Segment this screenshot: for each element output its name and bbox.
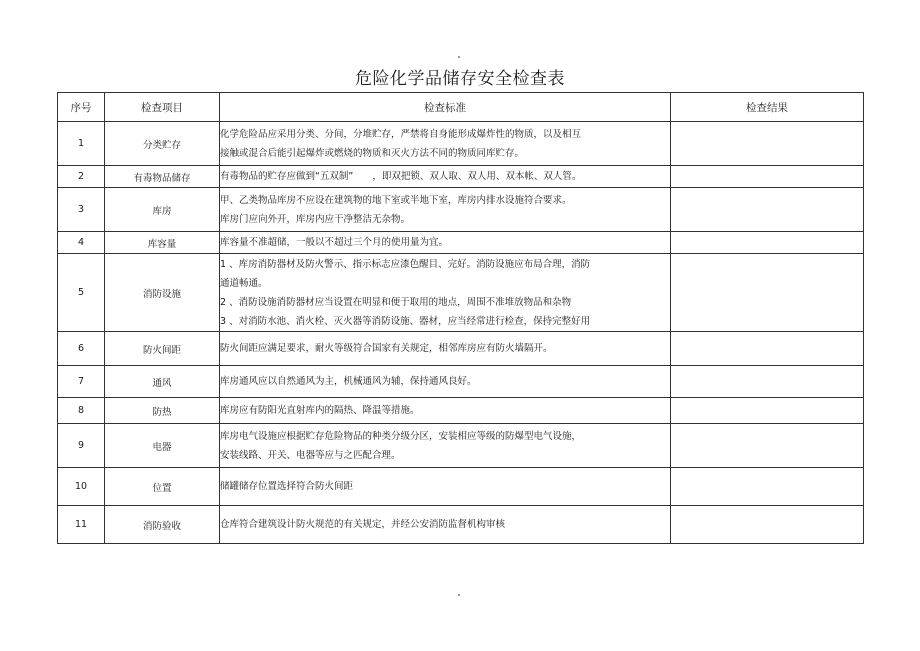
standard-line: 通道畅通。 <box>220 277 268 289</box>
inspection-result-cell[interactable] <box>671 398 864 424</box>
standard-line: 甲、乙类物品库房不应设在建筑物的地下室或半地下室，库房内排水设施符合要求。 <box>220 194 572 206</box>
inspection-standard <box>220 424 671 468</box>
inspection-item: 库容量 <box>105 232 220 254</box>
table-row <box>58 232 864 254</box>
row-number: 1 <box>58 122 105 166</box>
inspection-result-cell[interactable] <box>671 424 864 468</box>
standard-line: 库容量不准超储，一般以不超过三个月的使用量为宜。 <box>220 237 449 248</box>
inspection-standard <box>220 332 671 366</box>
standard-line: 库房应有防阳光直射库内的隔热、降温等措施。 <box>220 405 420 416</box>
standard-line: 化学危险品应采用分类、分间，分堆贮存，严禁将自身能形成爆炸性的物质，以及相互 <box>220 128 582 140</box>
inspection-item: 分类贮存 <box>105 122 220 166</box>
inspection-table <box>57 92 864 544</box>
header-result: 检查结果 <box>671 93 864 122</box>
standard-line: 3 、对消防水池、消火栓、灭火器等消防设施、器材，应当经常进行检查，保持完整好用 <box>220 315 591 327</box>
table-row <box>58 332 864 366</box>
header-item: 检查项目 <box>105 93 220 122</box>
inspection-result-cell[interactable] <box>671 254 864 332</box>
standard-line: 2 、消防设施消防器材应当设置在明显和便于取用的地点，周围不准堆放物品和杂物 <box>220 296 572 308</box>
inspection-standard <box>220 254 671 332</box>
inspection-standard <box>220 232 671 254</box>
inspection-result-cell[interactable] <box>671 232 864 254</box>
standard-line: 库房通风应以自然通风为主，机械通风为辅，保持通风良好。 <box>220 376 477 387</box>
inspection-standard <box>220 122 671 166</box>
decorative-dot-bottom <box>458 594 460 596</box>
inspection-item: 库房 <box>105 188 220 232</box>
row-number: 8 <box>58 398 105 424</box>
header-no: 序号 <box>58 93 105 122</box>
row-number: 9 <box>58 424 105 468</box>
inspection-item: 消防验收 <box>105 506 220 544</box>
inspection-item: 通风 <box>105 366 220 398</box>
inspection-item: 有毒物品储存 <box>105 166 220 188</box>
standard-line: 库房电气设施应根据贮存危险物品的种类分级分区，安装相应等级的防爆型电气设施， <box>220 430 582 442</box>
table-row <box>58 398 864 424</box>
row-number: 5 <box>58 254 105 332</box>
inspection-result-cell[interactable] <box>671 122 864 166</box>
inspection-standard <box>220 506 671 544</box>
header-standard: 检查标准 <box>220 93 671 122</box>
table-row <box>58 254 864 332</box>
standard-line: 防火间距应满足要求，耐火等级符合国家有关规定，相邻库房应有防火墙隔开。 <box>220 343 553 354</box>
table-row <box>58 366 864 398</box>
inspection-item: 防火间距 <box>105 332 220 366</box>
table-row <box>58 468 864 506</box>
row-number: 7 <box>58 366 105 398</box>
inspection-standard <box>220 166 671 188</box>
row-number: 4 <box>58 232 105 254</box>
table-row <box>58 506 864 544</box>
inspection-standard <box>220 468 671 506</box>
inspection-result-cell[interactable] <box>671 188 864 232</box>
standard-line: 安装线路、开关、电器等应与之匹配合理。 <box>220 449 401 461</box>
inspection-standard <box>220 366 671 398</box>
standard-line: 1 、库房消防器材及防火警示、指示标志应漆色醒目、完好。消防设施应布局合理，消防 <box>220 258 591 270</box>
standard-line: 仓库符合建筑设计防火规范的有关规定，并经公安消防监督机构审核 <box>220 519 506 530</box>
table-row <box>58 122 864 166</box>
row-number: 10 <box>58 468 105 506</box>
inspection-result-cell[interactable] <box>671 332 864 366</box>
inspection-item: 消防设施 <box>105 254 220 332</box>
standard-line: 储罐储存位置选择符合防火间距 <box>220 481 354 492</box>
inspection-item: 电器 <box>105 424 220 468</box>
inspection-result-cell[interactable] <box>671 506 864 544</box>
inspection-result-cell[interactable] <box>671 166 864 188</box>
inspection-item: 防热 <box>105 398 220 424</box>
standard-line: 接触或混合后能引起爆炸或燃烧的物质和灭火方法不同的物质同库贮存。 <box>220 147 525 159</box>
header-row <box>58 93 864 122</box>
decorative-dot-top <box>458 56 460 58</box>
table-row <box>58 166 864 188</box>
inspection-standard <box>220 188 671 232</box>
table-row <box>58 188 864 232</box>
row-number: 3 <box>58 188 105 232</box>
inspection-result-cell[interactable] <box>671 366 864 398</box>
inspection-item: 位置 <box>105 468 220 506</box>
row-number: 6 <box>58 332 105 366</box>
page-title: 危险化学品储存安全检查表 <box>355 69 565 89</box>
table-row <box>58 424 864 468</box>
row-number: 11 <box>58 506 105 544</box>
standard-line: 库房门应向外开，库房内应干净整洁无杂物。 <box>220 213 411 225</box>
row-number: 2 <box>58 166 105 188</box>
inspection-standard <box>220 398 671 424</box>
inspection-result-cell[interactable] <box>671 468 864 506</box>
standard-line: 有毒物品的贮存应做到“五双制” ，即双把锁、双人取、双人用、双本帐、双人管。 <box>220 171 582 182</box>
